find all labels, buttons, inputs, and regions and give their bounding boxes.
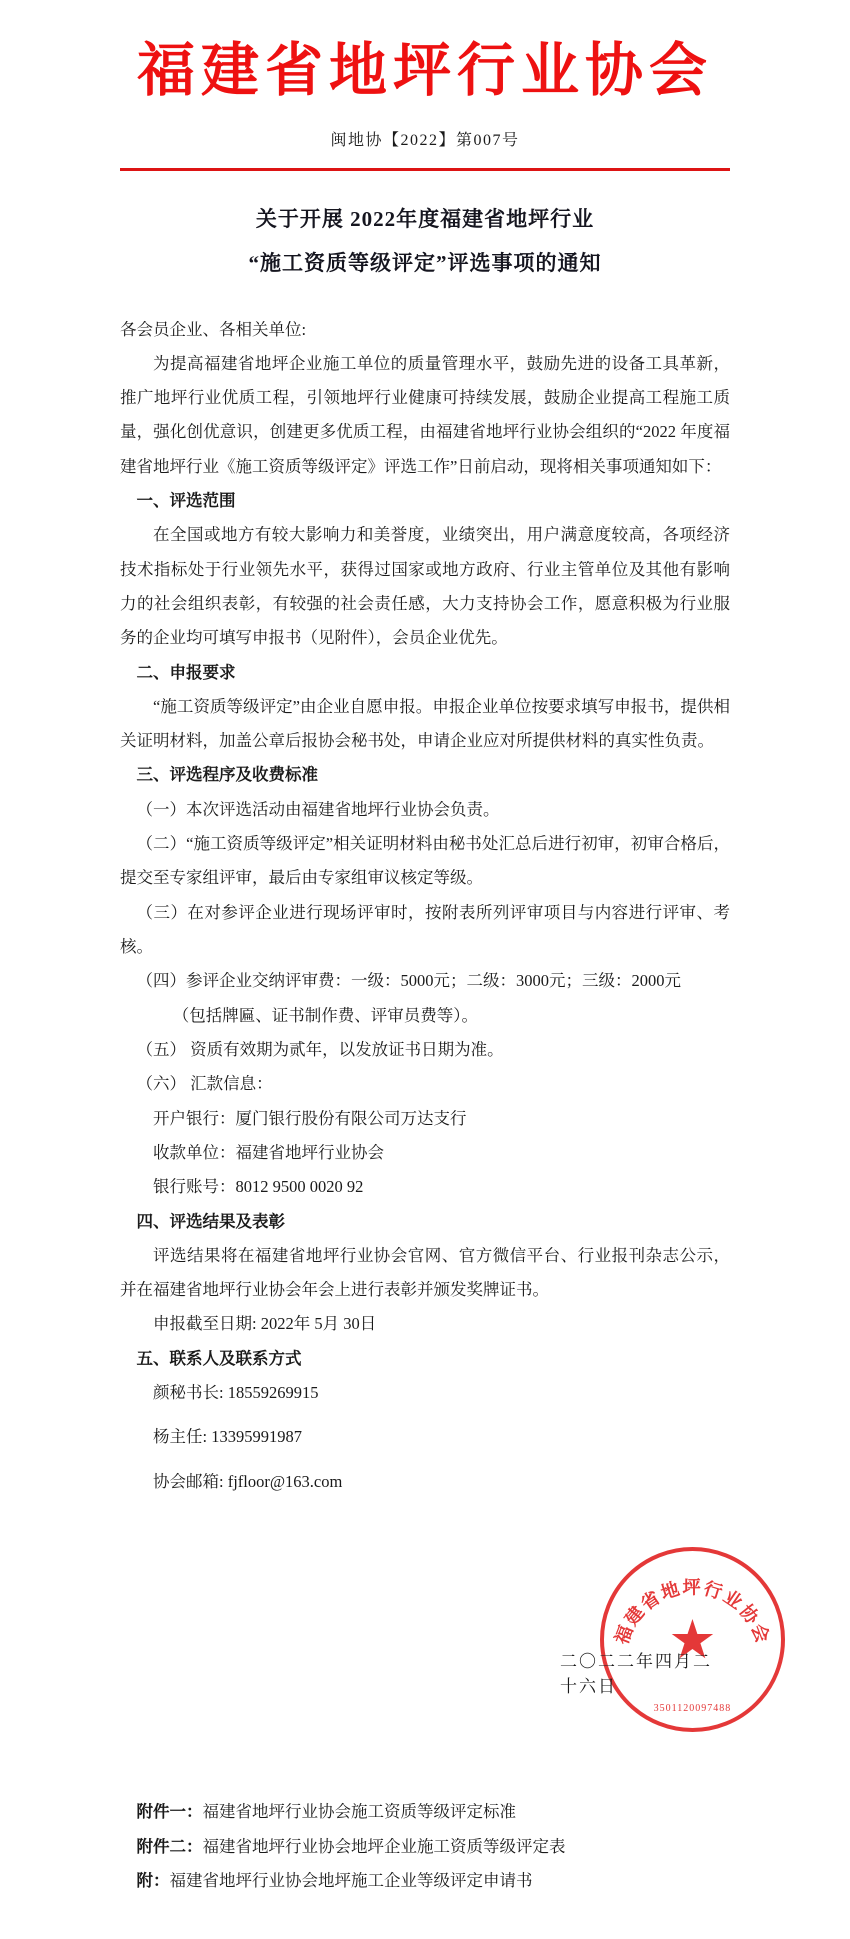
- section3-item-6: （六） 汇款信息：: [136, 1074, 273, 1094]
- attachment-item: [120, 1830, 730, 1865]
- seal-star-icon: ★: [668, 1609, 717, 1670]
- title-line-2: “施工资质等级评定”评选事项的通知: [248, 250, 602, 275]
- intro-paragraph: 为提高福建省地坪企业施工单位的质量管理水平，鼓励先进的设备工具革新，推广地坪行业优质工程，引领地坪行业健康可持续发展，鼓励企业提高工程施工质量，强化创优意识，创建更多优质工程，由福建省地坪行业协会组织的“2022 年度福建省地坪行业《施工资质等级评定》评选工作”日前启动，现将相关事项通知如下：: [120, 353, 730, 476]
- section-content-1: 在全国或地方有较大影响力和美誉度，业绩突出，用户满意度较高，各项经济技术指标处于行业领先水平，获得过国家或地方政府、行业主管单位及其他有影响力的社会组织表彰，有较强的社会责任感，大力支持协会工作，愿意积极为行业服务的企业均可填写申报书（见附件），会员企业优先。: [120, 525, 730, 648]
- salutation: 各会员企业、各相关单位:: [120, 319, 307, 339]
- red-divider-rule: [120, 168, 730, 171]
- section-heading-5: 五、联系人及联系方式: [136, 1348, 302, 1368]
- document-header: [0, 0, 850, 171]
- bank-payee: 收款单位：福建省地坪行业协会: [153, 1142, 384, 1162]
- contact-email: 协会邮箱: fjfloor@163.com: [153, 1471, 343, 1491]
- attachment-item: [120, 1795, 730, 1830]
- section3-item-1: （一）本次评选活动由福建省地坪行业协会负责。: [136, 799, 500, 819]
- signature-date: 二〇二二年四月二十六日: [560, 1652, 712, 1696]
- seal-arc-label: 福建省地坪行业协会: [611, 1577, 774, 1648]
- contact-secretary-general: 颜秘书长: 18559269915: [153, 1383, 319, 1403]
- document-number: 闽地协【2022】第007号: [330, 131, 520, 149]
- attachment-text: 福建省地坪行业协会地坪施工企业等级评定申请书: [169, 1871, 533, 1891]
- application-deadline: 申报截至日期: 2022年 5月 30日: [153, 1314, 377, 1334]
- attachment-item: [120, 1864, 730, 1899]
- organization-title: 福建省地坪行业协会: [136, 38, 713, 103]
- document-body: [120, 285, 774, 1769]
- section3-item-4-note: （包括牌匾、证书制作费、评审员费等）。: [172, 1005, 479, 1025]
- section-content-2: “施工资质等级评定”由企业自愿申报。申报企业单位按要求填写申报书，提供相关证明材料，加盖公章后报协会秘书处，申请企业应对所提供材料的真实性负责。: [120, 696, 730, 751]
- document-title-block: [0, 197, 850, 285]
- bank-name: 开户银行：厦门银行股份有限公司万达支行: [153, 1108, 467, 1128]
- section-heading-3: 三、评选程序及收费标准: [136, 765, 318, 785]
- section3-item-5: （五） 资质有效期为贰年，以发放证书日期为准。: [136, 1039, 504, 1059]
- section-heading-2: 二、申报要求: [136, 662, 236, 682]
- contact-director: 杨主任: 13395991987: [153, 1427, 302, 1447]
- section-heading-4: 四、评选结果及表彰: [136, 1211, 285, 1231]
- attachment-label: 附件一：: [136, 1802, 203, 1821]
- section3-item-2: （二）“施工资质等级评定”相关证明材料由秘书处汇总后进行初审，初审合格后，提交至专家组评审，最后由专家组审议核定等级。: [120, 834, 730, 888]
- attachment-label: 附件二：: [136, 1836, 203, 1856]
- attachment-text: 福建省地坪行业协会地坪企业施工资质等级评定表: [202, 1836, 566, 1856]
- title-line-1: 关于开展 2022年度福建省地坪行业: [255, 206, 595, 231]
- section3-item-3: （三）在对参评企业进行现场评审时，按附表所列评审项目与内容进行评审、考核。: [120, 902, 730, 956]
- section-heading-1: 一、评选范围: [136, 490, 236, 510]
- attachment-label: 附：: [136, 1871, 170, 1891]
- bank-account-number: 银行账号：8012 9500 0020 92: [153, 1177, 364, 1197]
- official-seal-stamp: [600, 1547, 785, 1732]
- attachments-list: [120, 1769, 730, 1939]
- attachment-text: 福建省地坪行业协会施工资质等级评定标准: [202, 1802, 516, 1821]
- signature-block: [120, 1539, 774, 1769]
- section-content-4: 评选结果将在福建省地坪行业协会官网、官方微信平台、行业报刊杂志公示，并在福建省地坪行业协会年会上进行表彰并颁发奖牌证书。: [120, 1245, 730, 1300]
- seal-registration-number: 3501120097488: [653, 1703, 732, 1714]
- section3-item-4: （四）参评企业交纳评审费：一级：5000元；二级：3000元；三级：2000元: [136, 971, 681, 991]
